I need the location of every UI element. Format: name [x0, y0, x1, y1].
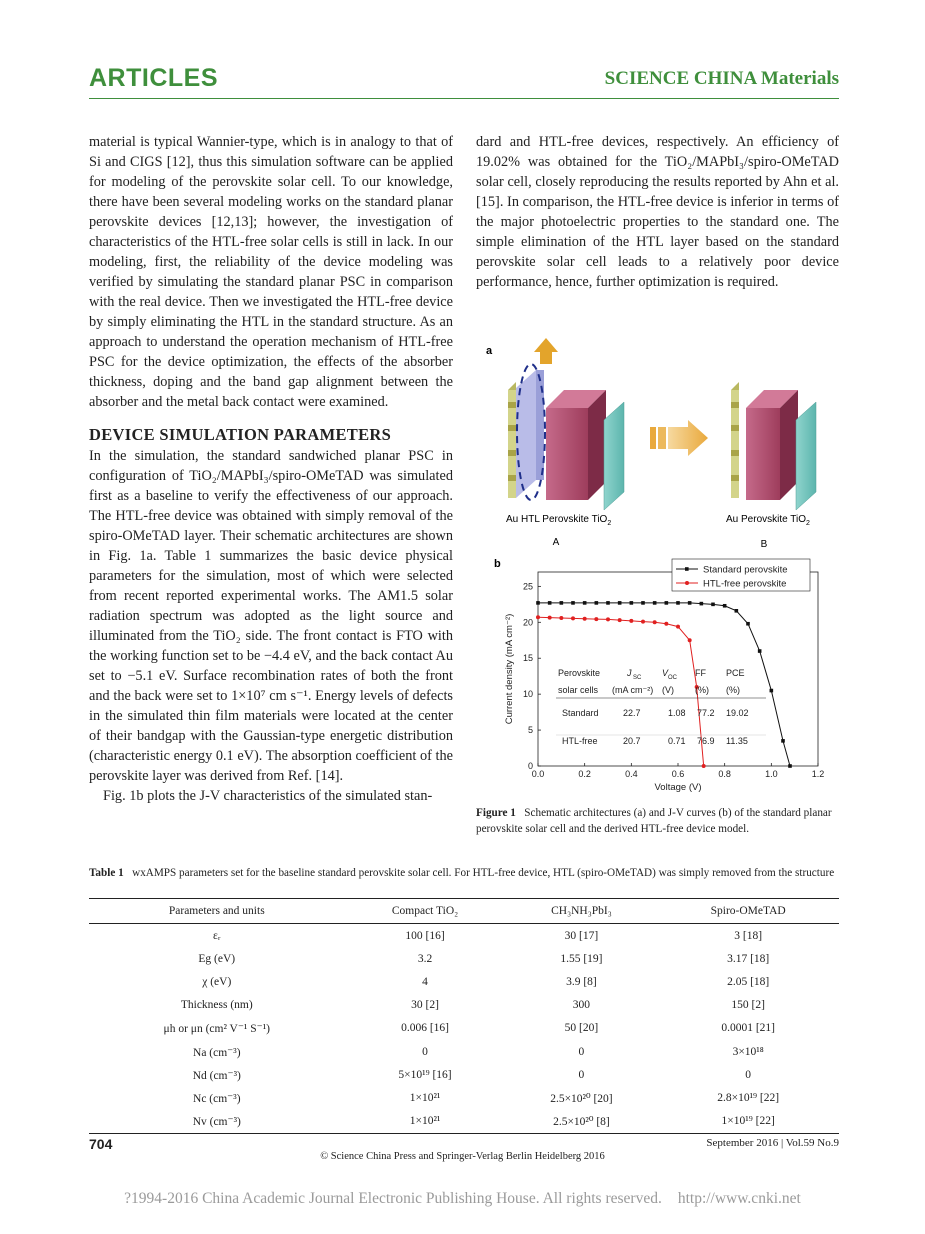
table-cell: 1×10²¹: [345, 1110, 506, 1134]
data-point: [653, 601, 657, 605]
inset-header-sub: SC: [633, 675, 642, 681]
data-point: [548, 601, 552, 605]
table-caption-text: wxAMPS parameters set for the baseline standard perovskite solar cell. For HTL-free device, HTL (spiro-OMeTAD) was simply removed from the structure: [132, 867, 835, 879]
table-cell: 2.5×10²⁰ [8]: [506, 1110, 658, 1134]
table-header-cell: Spiro-OMeTAD: [657, 899, 839, 924]
table-cell: 50 [20]: [564, 1022, 599, 1035]
table-cell: μh or μn (cm² V⁻¹ S⁻¹): [163, 1023, 271, 1036]
inset-unit: (%): [695, 685, 709, 695]
table-caption: [89, 866, 839, 880]
table-cell: Nd (cm⁻³): [192, 1069, 241, 1082]
device-b-schematic: [731, 382, 816, 510]
table-cell: 1.55 [19]: [560, 952, 603, 965]
data-point: [595, 601, 599, 605]
inset-unit: solar cells: [558, 685, 599, 695]
table-cell: 150 [2]: [731, 999, 765, 1012]
device-a-layer-labels: Au HTL Perovskite TiO: [506, 514, 608, 525]
paragraph: Fig. 1b plots the J-V characteristics of the simulated stan-: [103, 788, 433, 804]
panel-b-label: b: [494, 558, 501, 570]
inset-unit: (V): [662, 685, 674, 695]
x-tick-label: 0.4: [625, 769, 638, 779]
figure-caption-label: Figure 1: [476, 807, 516, 819]
table-cell: 2.05 [18]: [727, 975, 770, 988]
data-point: [536, 615, 540, 619]
section-heading: DEVICE SIMULATION PARAMETERS: [89, 425, 392, 444]
table-cell: 3 [18]: [734, 929, 763, 942]
data-point: [711, 603, 715, 607]
inset-cell: 76.9: [697, 736, 715, 746]
parameters-table: [89, 898, 839, 1134]
data-point: [630, 601, 634, 605]
table-row: [89, 947, 839, 970]
table-cell: Nc (cm⁻³): [193, 1092, 241, 1105]
y-tick-label: 10: [522, 689, 533, 700]
table-cell: 0: [422, 1045, 428, 1058]
data-point: [676, 625, 680, 629]
data-point: [688, 601, 692, 605]
panel-a-label: a: [486, 345, 493, 357]
table-cell: 1×10¹⁹ [22]: [657, 1110, 839, 1134]
table-header-cell: Parameters and units: [89, 899, 345, 924]
data-point: [788, 764, 792, 768]
data-point: [606, 617, 610, 621]
y-tick-label: 5: [527, 725, 533, 736]
transition-arrow: [650, 420, 708, 456]
data-point: [758, 649, 762, 653]
inset-cell: Standard: [562, 708, 599, 718]
x-tick-label: 0.6: [671, 769, 685, 779]
inset-header: Perovskite: [558, 668, 601, 678]
data-point: [536, 601, 540, 605]
inset-cell: HTL-free: [562, 736, 598, 746]
paragraph: In the simulation, the standard sandwiched planar PSC in configuration of TiO₂/MAPbI₃/spiro-OMeTAD was simulated first as a baseline to verify the effectiveness of our approach. The HTL-free device was obtained with simply removal of the spiro-OMeTAD layer. Their schematic architectures are shown in Fig. 1a. Table 1 summarizes the basic device physical parameters for the simulation, most of which were selected from recent reported experimental works. The AM1.5 solar radiation spectrum was adopted as the light source and illuminated from the TiO₂ side. The front contact is FTO with the working function set to be −4.4 eV, and the back contact Au set to −5.1 eV. Surface recombination rates of both the front and the back were set to 1×10⁷ cm s⁻¹. Energy levels of defects in the simulated thin film materials were located at the center of their bandgap with the Gaussian-type energetic distribution (characteristic energy 0.1 eV). The absorption coefficient of the perovskite layer was derived from Ref. [14].: [89, 448, 453, 784]
table-row: [89, 1040, 839, 1063]
inset-cell: 77.2: [697, 708, 715, 718]
x-tick-label: 1.2: [811, 769, 825, 779]
data-point: [559, 616, 563, 620]
cnki-watermark: [0, 1190, 925, 1208]
data-point: [641, 601, 645, 605]
table-cell: 3×10¹⁸: [732, 1045, 764, 1058]
table-row: [89, 1063, 839, 1086]
table-cell: 300: [572, 999, 591, 1012]
device-b-layer-labels: Au Perovskite TiO: [726, 514, 807, 525]
table-cell: 3.9 [8]: [566, 975, 597, 988]
table-cell: 3.17 [18]: [727, 952, 770, 965]
svg-text:Au HTL Perovskite TiO2: [506, 514, 611, 527]
data-point: [571, 616, 575, 620]
table-row: [89, 1086, 839, 1109]
data-point: [641, 620, 645, 624]
table-row: [89, 1017, 839, 1040]
x-tick-label: 0.8: [718, 769, 731, 779]
data-point: [653, 620, 657, 624]
data-point: [781, 739, 785, 743]
y-tick-label: 0: [527, 761, 533, 771]
legend-marker: [685, 581, 689, 585]
table-cell: 2.5×10²⁰ [20]: [550, 1092, 613, 1105]
device-b-name: B: [760, 539, 768, 550]
device-a-schematic: [508, 338, 624, 510]
table-cell: Thickness (nm): [180, 999, 253, 1012]
data-point: [629, 619, 633, 623]
header-rule: [89, 98, 839, 99]
inset-header: V: [662, 668, 669, 678]
inset-header-sub: OC: [668, 675, 677, 681]
data-point: [594, 617, 598, 621]
y-tick-label: 15: [522, 653, 533, 664]
data-point: [688, 638, 692, 642]
table-cell: 100 [16]: [405, 929, 445, 942]
figure-caption-text: Schematic architectures (a) and J-V curves (b) of the standard planar perovskite solar cell and the derived HTL-free device model.: [476, 807, 832, 835]
table-cell: 4: [422, 975, 428, 988]
subscript: 2: [806, 520, 810, 527]
data-point: [735, 609, 739, 613]
table-header-row: [89, 899, 839, 924]
table-cell: 3.2: [417, 952, 433, 965]
right-column: [476, 132, 839, 292]
table-row: [89, 1110, 839, 1134]
left-column: [89, 132, 453, 806]
data-point: [548, 616, 552, 620]
jv-chart: [504, 559, 824, 793]
data-point: [723, 604, 727, 608]
data-point: [606, 601, 610, 605]
table-cell: Nv (cm⁻³): [89, 1110, 345, 1134]
inset-header: J: [627, 668, 632, 678]
table-cell: 0.006 [16]: [401, 1022, 449, 1035]
table-cell: χ (eV): [202, 975, 232, 988]
table-cell: 0: [578, 1068, 585, 1081]
y-tick-label: 20: [522, 617, 533, 628]
data-point: [700, 602, 704, 606]
data-point: [560, 601, 564, 605]
inset-cell: 0.71: [668, 736, 686, 746]
inset-unit: (mA cm⁻²): [612, 685, 654, 695]
data-point: [702, 764, 706, 768]
inset-cell: 20.7: [623, 736, 641, 746]
journal-name: SCIENCE CHINA Materials: [604, 68, 839, 89]
cnki-notice: ?1994-2016 China Academic Journal Electronic Publishing House. All rights reserved.: [124, 1190, 662, 1207]
table-header-cell: Compact TiO₂: [345, 899, 506, 924]
cnki-link[interactable]: http://www.cnki.net: [677, 1190, 801, 1207]
table-row: [89, 994, 839, 1017]
table-row: [89, 970, 839, 993]
x-tick-label: 0.0: [531, 769, 545, 779]
table-cell: 0: [745, 1068, 752, 1081]
table-cell: εᵣ: [213, 929, 221, 942]
inset-cell: 19.02: [726, 708, 749, 718]
inset-cell: 1.08: [668, 708, 686, 718]
table-cell: 1×10²¹: [409, 1091, 441, 1104]
section-label: ARTICLES: [89, 64, 218, 92]
subscript: 2: [607, 520, 612, 527]
inset-cell: 11.35: [726, 736, 748, 746]
table-cell: 0: [578, 1045, 585, 1058]
paragraph: material is typical Wannier-type, which is in analogy to that of Si and CIGS [12], thus this simulation software can be applied for modeling of the perovskite solar cell. To our knowledge, there have been several modeling works on the standard planar perovskite devices [12,13]; however, the investigation of characteristics of the HTL-free solar cells is still in lack. In our modeling, first, the reliability of the device modeling was verified by simulating the standard planar PSC in comparison with the real device. Then we investigated the HTL-free device by simply eliminating the HTL in the standard structure. As an approach to understand the operation mechanism of HTL-free PSC for the device optimization, the effects of the absorber thickness, doping and the band gap alignment between the absorber and the metal back contact were examined.: [89, 134, 453, 410]
data-point: [770, 689, 774, 693]
page-number: 704: [89, 1136, 113, 1152]
table-cell: Na (cm⁻³): [193, 1046, 241, 1059]
device-a-name: A: [552, 537, 560, 548]
issue-info: September 2016 | Vol.59 No.9: [706, 1137, 839, 1149]
x-tick-label: 1.0: [765, 769, 778, 779]
data-point: [746, 622, 750, 626]
svg-text:Au Perovskite TiO2: [726, 514, 810, 527]
figure-caption: [476, 805, 839, 837]
inset-header: PCE: [726, 668, 745, 678]
inset-header: FF: [695, 668, 706, 678]
data-point: [664, 622, 668, 626]
x-tick-label: 0.2: [578, 769, 591, 779]
legend-label: Standard perovskite: [703, 564, 788, 576]
table-cell: 30 [2]: [411, 999, 439, 1012]
table-cell: 5×10¹⁹ [16]: [398, 1068, 452, 1081]
y-axis-label: Current density (mA cm⁻²): [504, 613, 515, 725]
figure-1: [476, 330, 839, 800]
table-header-cell: CH₃NH₃PbI₃: [506, 899, 658, 924]
inset-unit: (%): [726, 685, 740, 695]
table-cell: 2.8×10¹⁹ [22]: [717, 1091, 780, 1104]
table-cell: 30 [17]: [564, 929, 599, 942]
data-point: [583, 617, 587, 621]
data-point: [618, 618, 622, 622]
copyright-line: © Science China Press and Springer-Verlag Berlin Heidelberg 2016: [320, 1151, 605, 1162]
table-cell: Eg (eV): [198, 952, 236, 965]
table-cell: 0.0001 [21]: [721, 1022, 775, 1035]
table-row: [89, 924, 839, 948]
legend-marker: [685, 567, 689, 571]
paragraph: dard and HTL-free devices, respectively. An efficiency of 19.02% was obtained for the TiO₂/MAPbI₃/spiro-OMeTAD solar cell, closely reproducing the results reported by Ahn et al. [15]. In comparison, the HTL-free device is inferior in terms of the major photoelectric properties to the standard one. The simple elimination of the HTL layer based on the standard perovskite solar cell leads to a relatively poor device performance, hence, further optimization is required.: [476, 134, 839, 290]
data-point: [571, 601, 575, 605]
data-point: [676, 601, 680, 605]
y-tick-label: 25: [522, 581, 533, 592]
data-point: [618, 601, 622, 605]
x-axis-label: Voltage (V): [654, 782, 702, 793]
data-point: [583, 601, 587, 605]
inset-cell: 22.7: [623, 708, 641, 718]
data-point: [665, 601, 669, 605]
table-caption-label: Table 1: [89, 867, 124, 879]
legend-label: HTL-free perovskite: [703, 578, 787, 590]
